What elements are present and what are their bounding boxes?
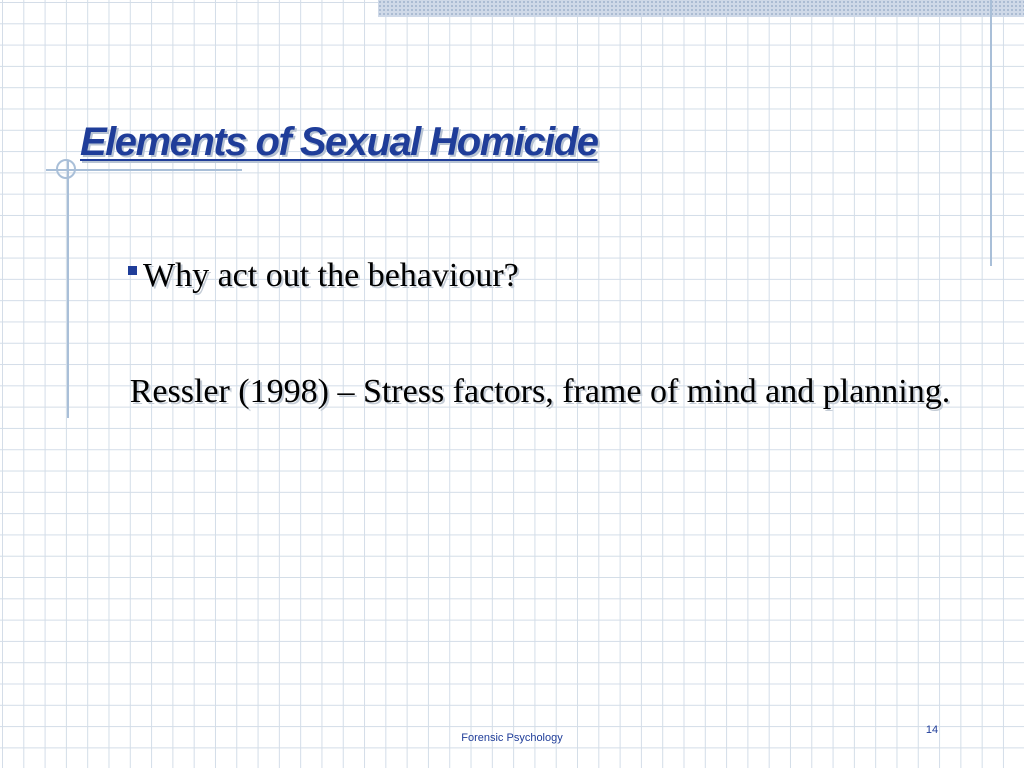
body-paragraph: Ressler (1998) – Stress factors, frame of mind and planning. — [129, 373, 951, 410]
footer-text: Forensic Psychology — [461, 732, 563, 744]
slide-number: 14 — [925, 724, 939, 736]
left-decorative-line — [67, 160, 69, 418]
title-circle-decor — [56, 159, 76, 179]
right-decorative-line — [990, 0, 992, 266]
square-bullet-icon — [128, 266, 137, 275]
slide-title: Elements of Sexual Homicide — [80, 120, 598, 164]
bullet-text: Why act out the behaviour? — [143, 257, 519, 294]
bullet-item — [128, 256, 519, 296]
top-decorative-band — [378, 0, 1024, 17]
